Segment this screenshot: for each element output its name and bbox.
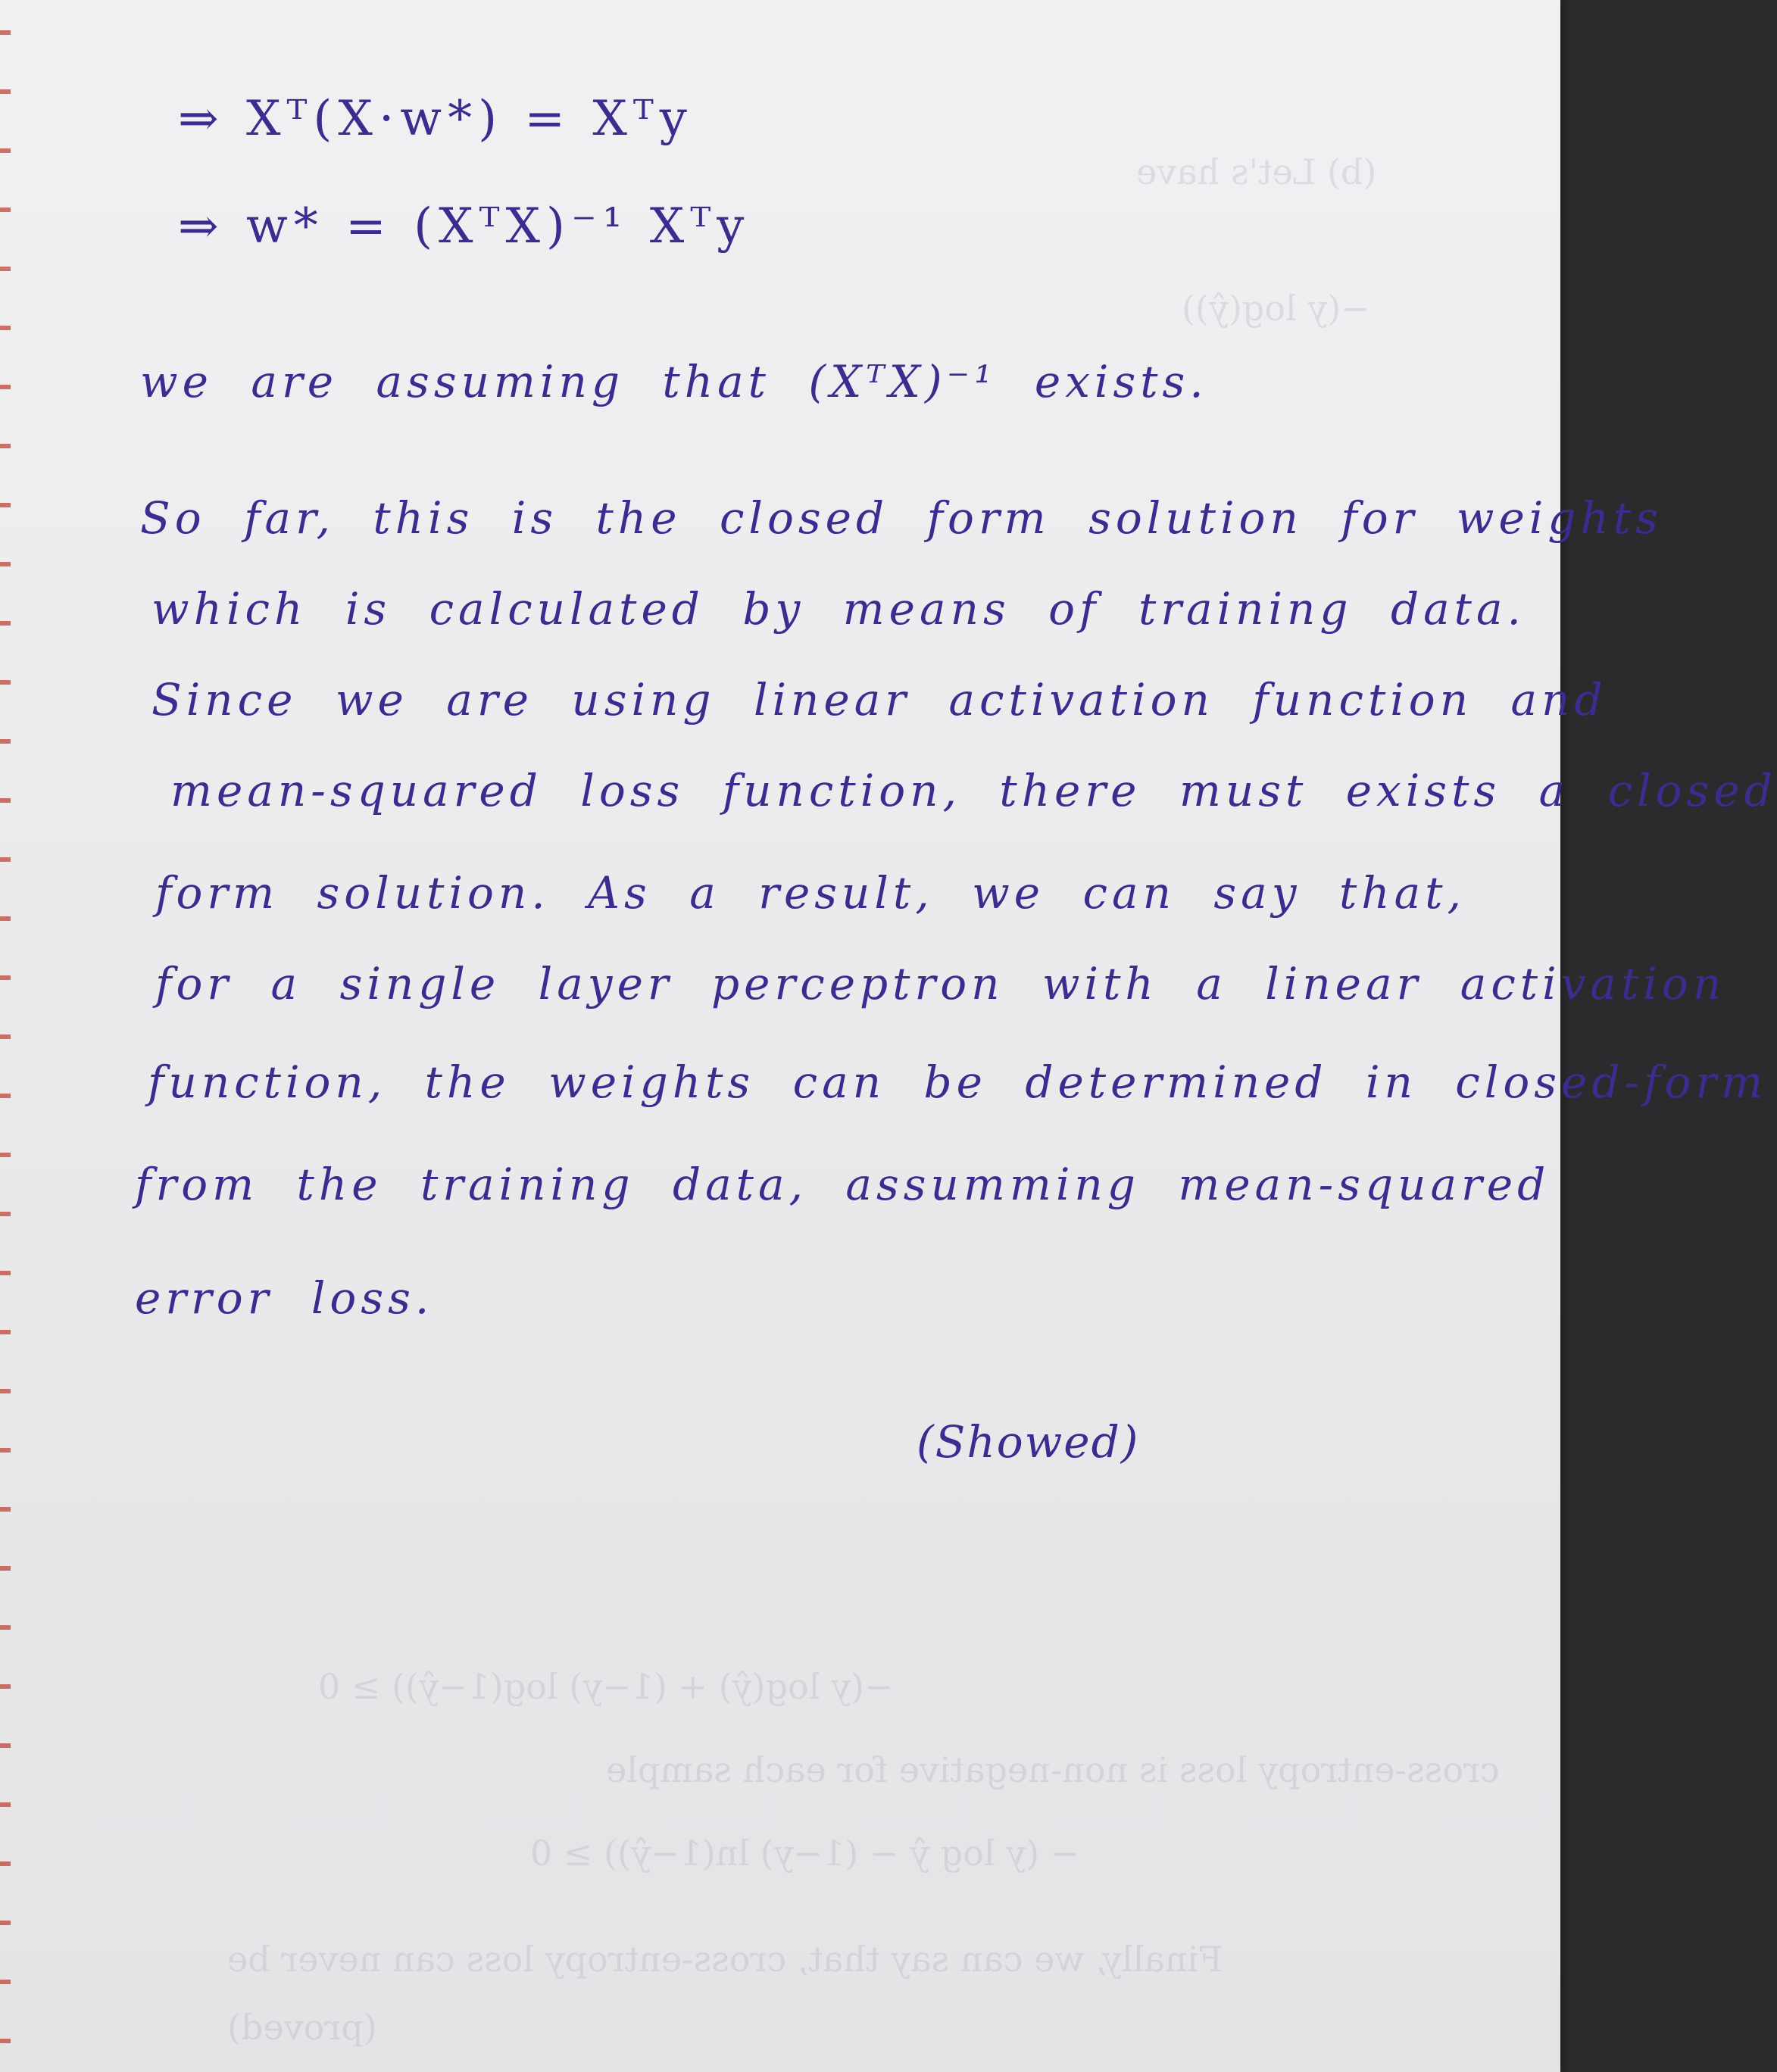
bleed-through-text: Finally, we can say that, cross-entropy loss can never be <box>227 1939 1223 1980</box>
conclusion-mark: (Showed) <box>917 1416 1140 1468</box>
equation-normal-step: ⇒ Xᵀ(X·w*) = Xᵀy <box>178 91 693 147</box>
text-line-assumption: we are assuming that (XᵀX)⁻¹ exists. <box>140 356 1208 407</box>
bleed-through-text: −(y log(ŷ) + (1−y) log(1−ŷ)) ≥ 0 <box>318 1666 894 1707</box>
bleed-through-text: cross-entropy loss is non-negative for each sample <box>606 1749 1500 1790</box>
text-line: form solution. As a result, we can say that, <box>155 867 1466 919</box>
text-line: mean-squared loss function, there must exists a closed <box>170 765 1777 816</box>
text-line: function, the weights can be determined in closed-form <box>148 1056 1768 1108</box>
text-line: which is calculated by means of training data. <box>151 583 1526 635</box>
text-line: for a single layer perceptron with a linear activation <box>155 958 1726 1009</box>
bleed-through-text: −(y log(ŷ)) <box>1182 288 1370 329</box>
text-line: error loss. <box>135 1272 434 1324</box>
text-line: So far, this is the closed form solution for weights <box>140 492 1663 544</box>
text-line: from the training data, assumming mean-squared <box>135 1159 1551 1210</box>
bleed-through-text: (b) Let's have <box>1136 151 1377 192</box>
bleed-through-text: (proved) <box>227 2007 377 2048</box>
bleed-through-text: − (y log ŷ − (1−y) ln(1−ŷ)) ≥ 0 <box>530 1833 1080 1874</box>
text-line: Since we are using linear activation function and <box>151 674 1607 726</box>
equation-closed-form: ⇒ w* = (XᵀX)⁻¹ Xᵀy <box>178 198 751 254</box>
spiral-binding <box>0 0 11 2072</box>
